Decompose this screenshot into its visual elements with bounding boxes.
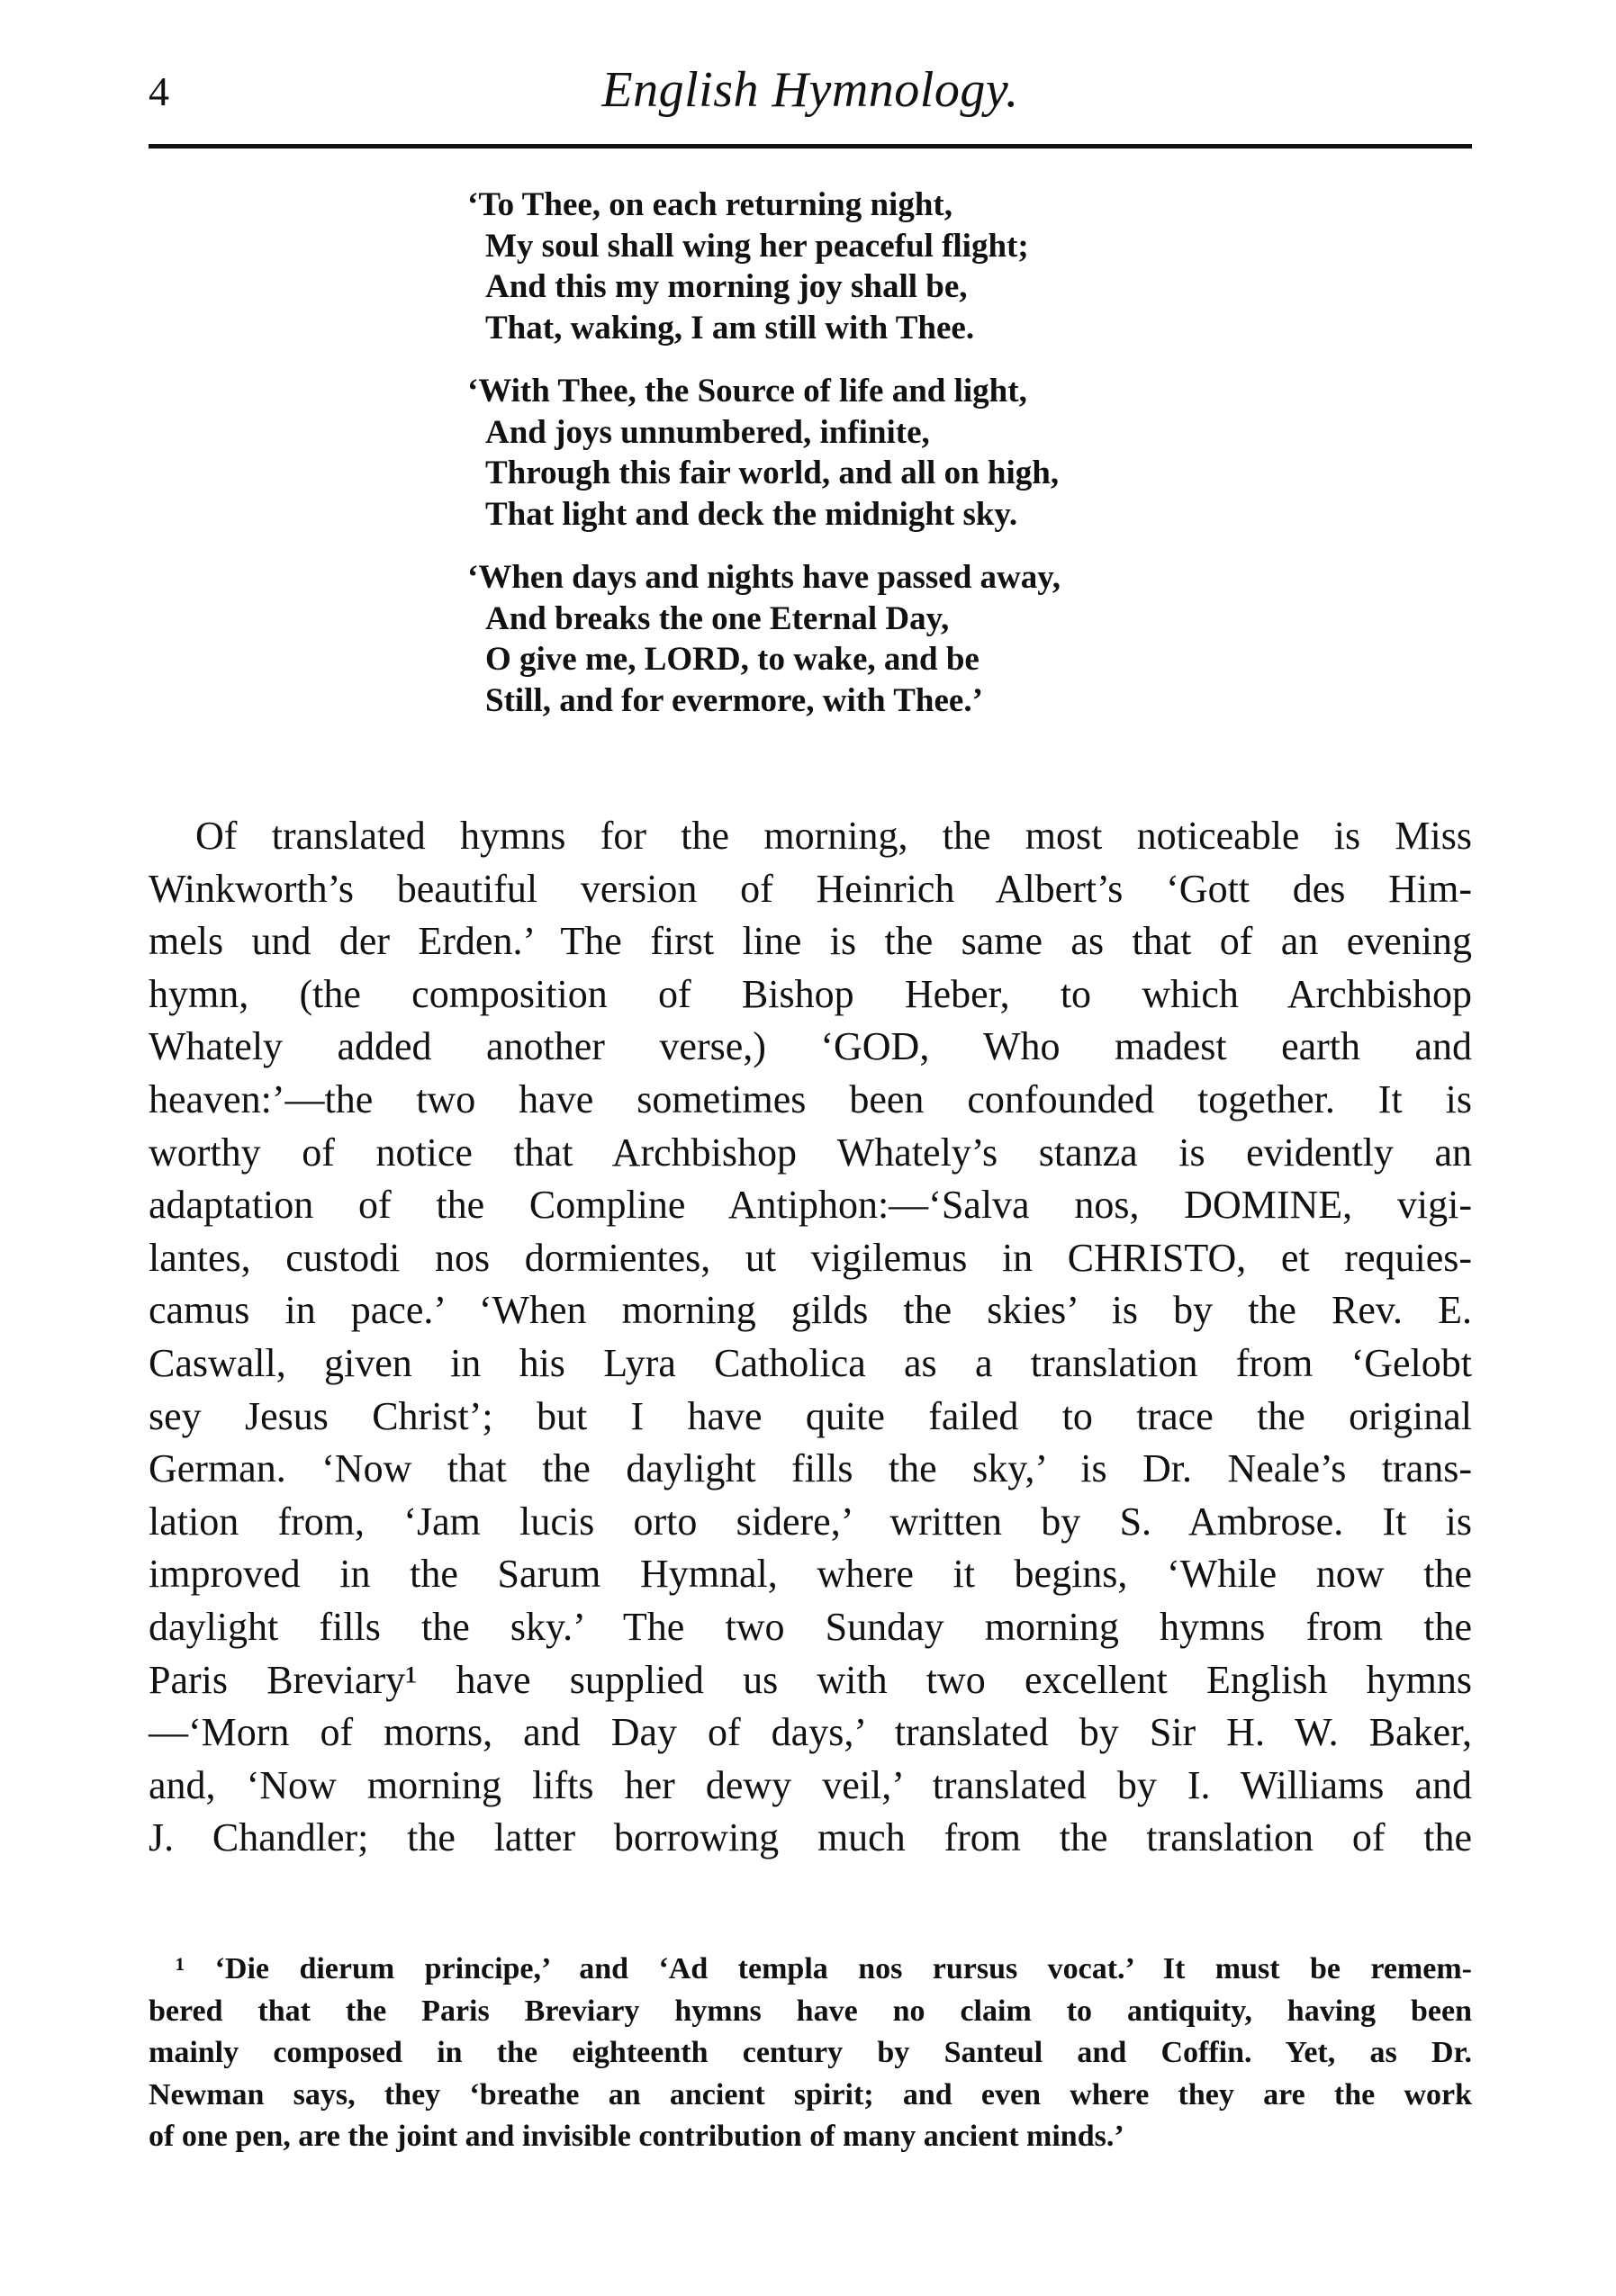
stanza	[455, 371, 1472, 535]
text-line: daylight fills the sky.’ The two Sunday morning hymns from the	[149, 1604, 1472, 1649]
text-line: Whately added another verse,) ‘GOD, Who madest earth and	[149, 1024, 1472, 1069]
running-head	[149, 56, 1472, 137]
stanza	[455, 557, 1472, 721]
text-line: sey Jesus Christ’; but I have quite failed to trace the original	[149, 1393, 1472, 1438]
text-line: —‘Morn of morns, and Day of days,’ translated by Sir H. W. Baker,	[149, 1710, 1472, 1755]
text-line: mels und der Erden.’ The first line is the same as that of an evening	[149, 919, 1472, 964]
verse-line: O give me, LORD, to wake, and be	[485, 641, 980, 678]
text-line: and, ‘Now morning lifts her dewy veil,’ translated by I. Williams and	[149, 1762, 1472, 1807]
text-line: improved in the Sarum Hymnal, where it begins, ‘While now the	[149, 1552, 1472, 1597]
body-paragraph	[149, 810, 1472, 1865]
verse-line: ‘With Thee, the Source of life and light,	[467, 373, 1027, 410]
text-line: Paris Breviary¹ have supplied us with two excellent English hymns	[149, 1657, 1472, 1702]
footnote-line: bered that the Paris Breviary hymns have no claim to antiquity, having been	[149, 1994, 1472, 2028]
footnote-line: of one pen, are the joint and invisible contribution of many ancient minds.’	[149, 2120, 1124, 2153]
text-line: heaven:’—the two have sometimes been confounded together. It is	[149, 1076, 1472, 1121]
footnote-line: Newman says, they ‘breathe an ancient spirit; and even where they are the work	[149, 2077, 1472, 2111]
text-line: J. Chandler; the latter borrowing much from the translation of the	[149, 1815, 1472, 1860]
page-number: 4	[149, 68, 169, 114]
footnote-line: mainly composed in the eighteenth century by Santeul and Coffin. Yet, as Dr.	[149, 2036, 1472, 2069]
verse-line: ‘When days and nights have passed away,	[467, 559, 1061, 596]
quoted-hymn	[455, 185, 1472, 743]
verse-line: My soul shall wing her peaceful flight;	[485, 227, 1029, 265]
text-line: hymn, (the composition of Bishop Heber, to which Archbishop	[149, 971, 1472, 1016]
text-line: adaptation of the Compline Antiphon:—‘Salva nos, DOMINE, vigi-	[149, 1183, 1472, 1228]
text-line: Of translated hymns for the morning, the most noticeable is Miss	[195, 814, 1472, 858]
verse-line: And this my morning joy shall be,	[485, 268, 968, 305]
text-line: Caswall, given in his Lyra Catholica as a translation from ‘Gelobt	[149, 1340, 1472, 1385]
text-line: camus in pace.’ ‘When morning gilds the skies’ is by the Rev. E.	[149, 1288, 1472, 1333]
footnote-line: ¹ ‘Die dierum principe,’ and ‘Ad templa nos rursus vocat.’ It must be remem-	[176, 1952, 1472, 1985]
stanza	[455, 185, 1472, 348]
verse-line: That light and deck the midnight sky.	[485, 495, 1018, 533]
verse-line: Still, and for evermore, with Thee.’	[485, 681, 983, 719]
text-line: German. ‘Now that the daylight fills the sky,’ is Dr. Neale’s trans-	[149, 1446, 1472, 1491]
header-rule	[149, 144, 1472, 149]
verse-line: That, waking, I am still with Thee.	[485, 309, 975, 347]
text-line: lantes, custodi nos dormientes, ut vigilemus in CHRISTO, et requies-	[149, 1235, 1472, 1280]
verse-line: ‘To Thee, on each returning night,	[467, 186, 952, 223]
text-line: lation from, ‘Jam lucis orto sidere,’ written by S. Ambrose. It is	[149, 1499, 1472, 1544]
text-line: worthy of notice that Archbishop Whately’s stanza is evidently an	[149, 1130, 1472, 1175]
verse-line: And joys unnumbered, infinite,	[485, 413, 930, 451]
verse-line: And breaks the one Eternal Day,	[485, 599, 950, 637]
running-title: English Hymnology.	[601, 62, 1019, 118]
verse-line: Through this fair world, and all on high,	[485, 455, 1060, 491]
footnote	[149, 1949, 1472, 2158]
text-line: Winkworth’s beautiful version of Heinrich Albert’s ‘Gott des Him-	[149, 866, 1472, 911]
